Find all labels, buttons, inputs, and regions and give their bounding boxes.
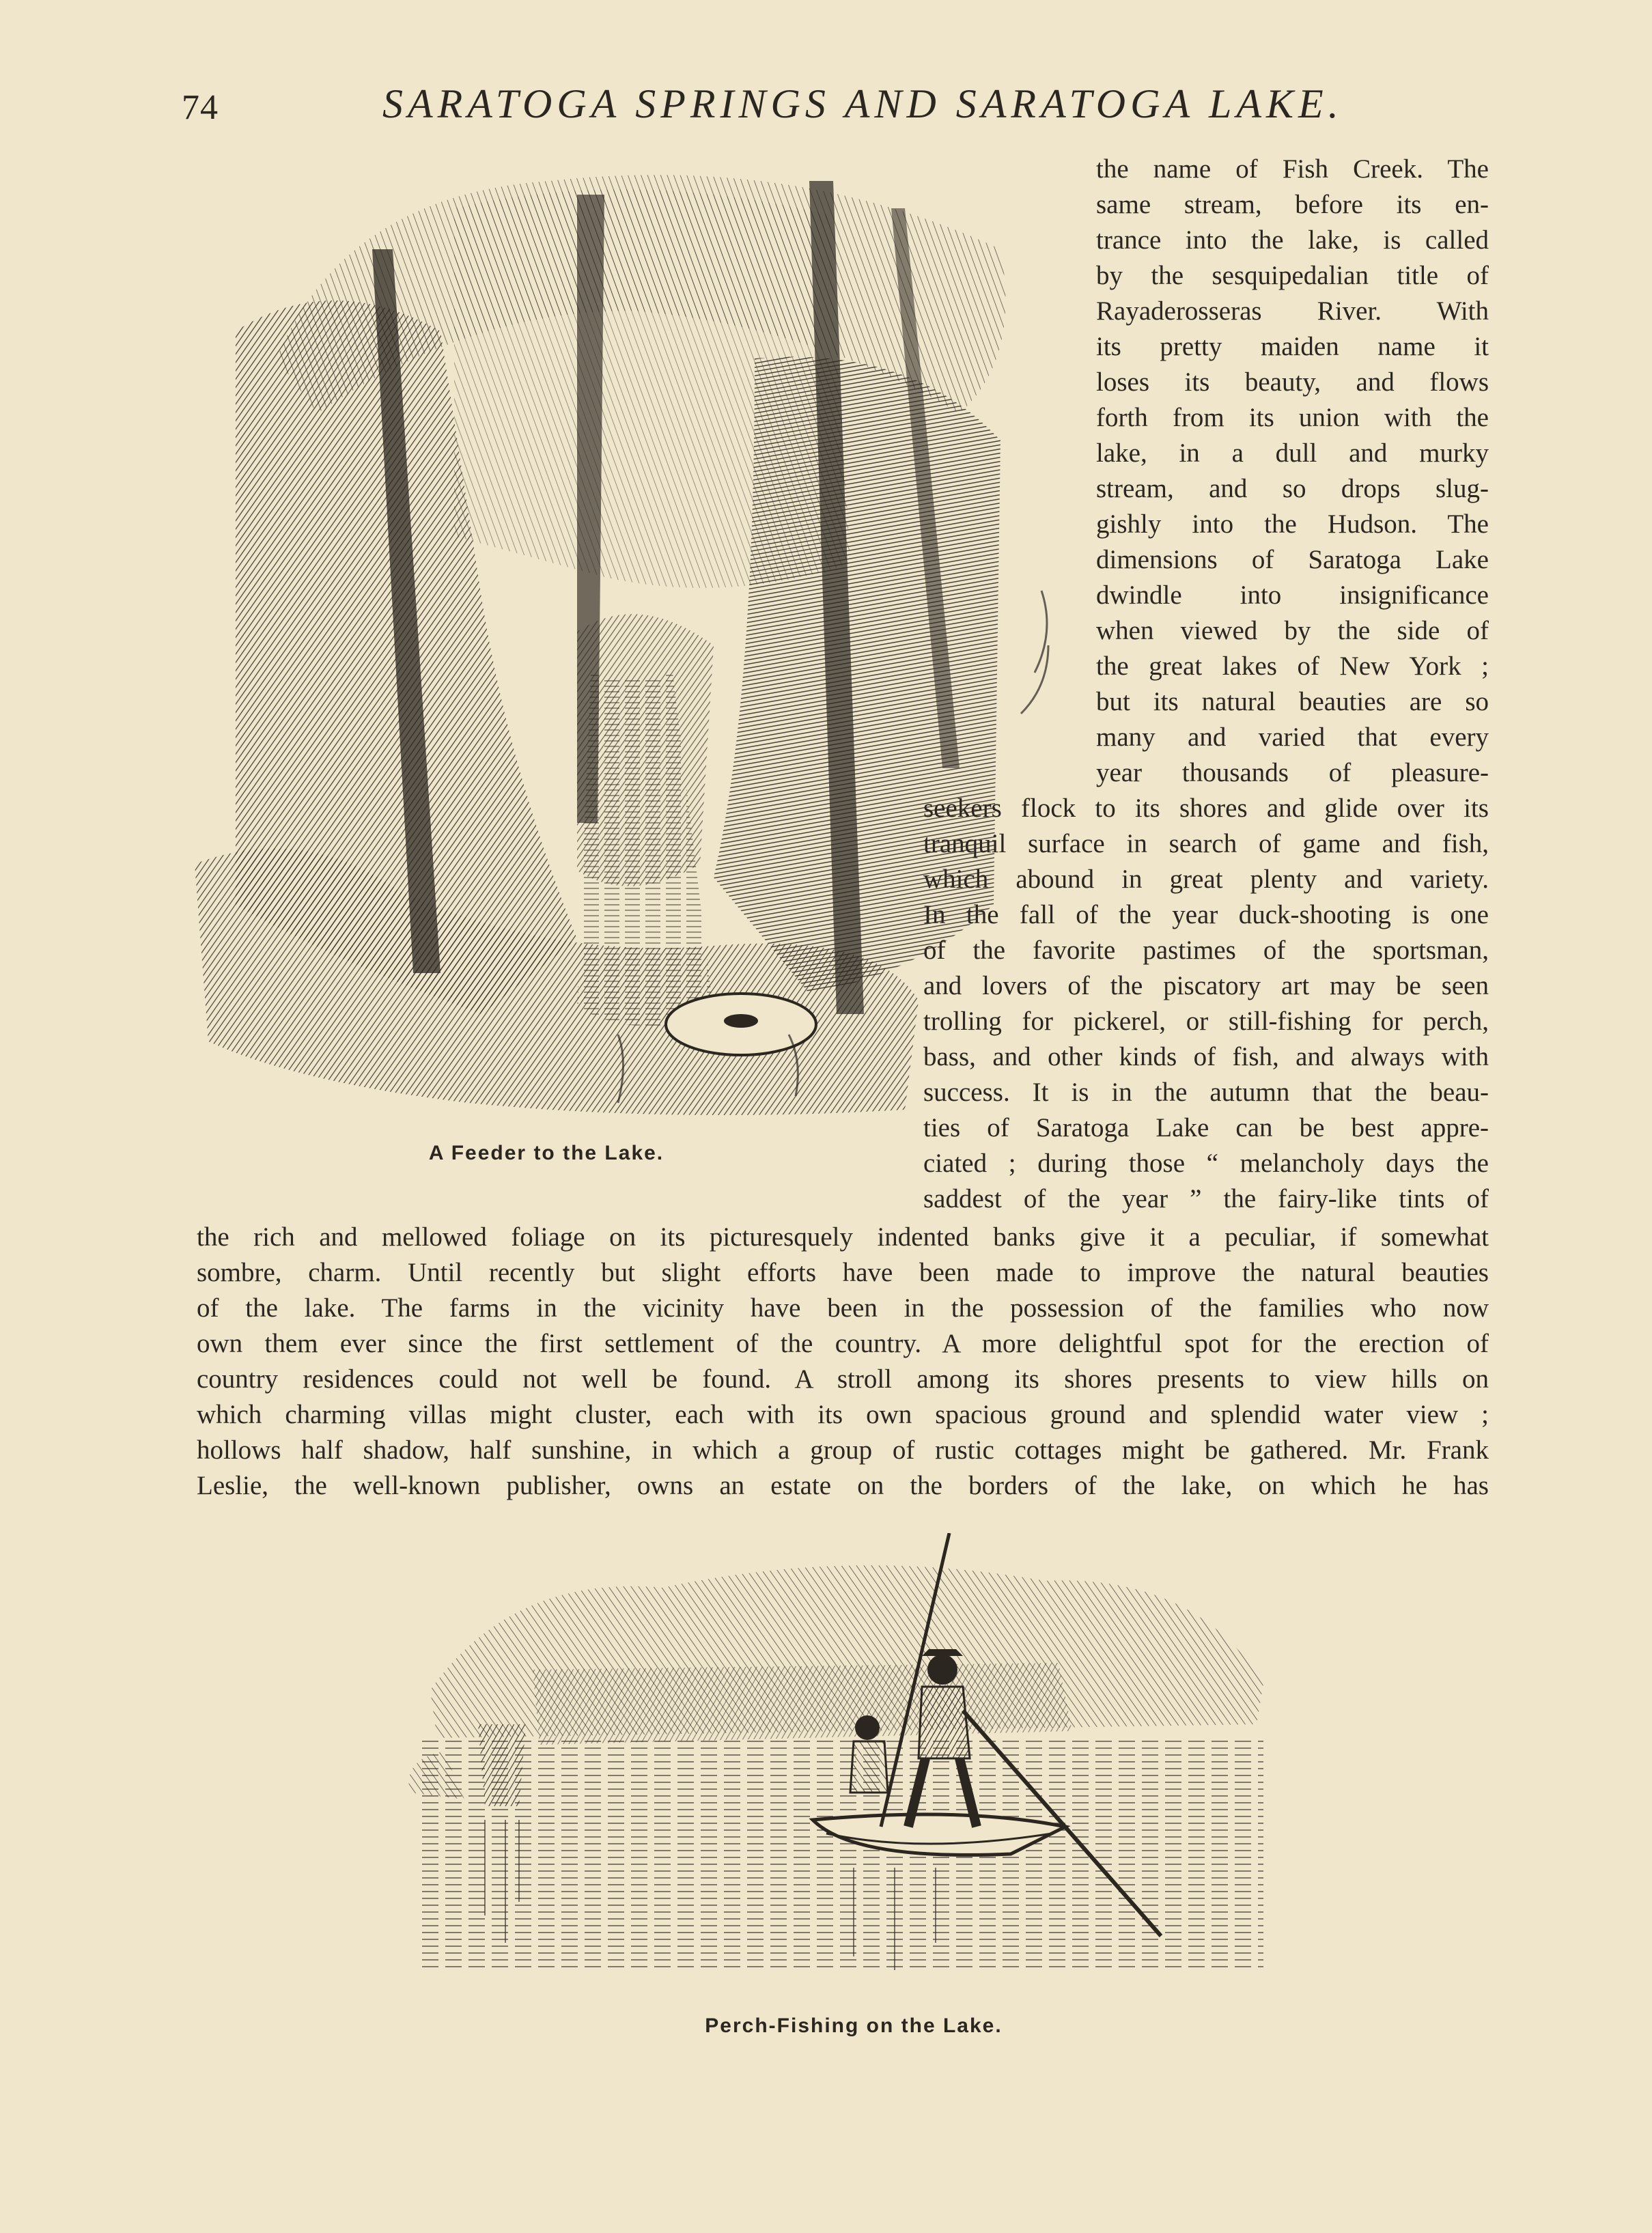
text-line: by the sesquipedalian title of [1096, 261, 1489, 290]
running-title: SARATOGA SPRINGS AND SARATOGA LAKE. [382, 81, 1343, 126]
text-line: bass, and other kinds of fish, and always with [923, 1042, 1489, 1071]
text-line: Rayaderosseras River. With [1096, 296, 1489, 326]
text-line: which abound in great plenty and variety. [923, 865, 1489, 894]
text-line: same stream, before its en- [1096, 190, 1489, 219]
text-line: of the favorite pastimes of the sportsman, [923, 936, 1489, 965]
text-line: forth from its union with the [1096, 403, 1489, 432]
perch-caption: Perch-Fishing on the Lake. [705, 2014, 1003, 2037]
text-line: country residences could not well be found. A stroll among its shores presents to view hills on [197, 1364, 1489, 1394]
text-line: trolling for pickerel, or still-fishing for perch, [923, 1007, 1489, 1036]
feeder-caption: A Feeder to the Lake. [428, 1142, 664, 1164]
text-line: tranquil surface in search of game and fish, [923, 829, 1489, 858]
text-line: success. It is in the autumn that the beau- [923, 1078, 1489, 1107]
text-line: the name of Fish Creek. The [1096, 154, 1489, 184]
text-line: seekers flock to its shores and glide over its [923, 794, 1489, 823]
text-line: Leslie, the well-known publisher, owns an estate on the borders of the lake, on which he has [197, 1471, 1489, 1500]
text-line: ties of Saratoga Lake can be best appre- [923, 1113, 1489, 1142]
text-line: own them ever since the first settlement of the country. A more delightful spot for the erection of [197, 1329, 1489, 1358]
text-line: hollows half shadow, half sunshine, in which a group of rustic cottages might be gathered. Mr. Frank [197, 1435, 1489, 1465]
text-line: which charming villas might cluster, each with its own spacious ground and splendid water view ; [197, 1400, 1489, 1429]
text-line: dimensions of Saratoga Lake [1096, 545, 1489, 574]
text-line: of the lake. The farms in the vicinity have been in the possession of the families who now [197, 1293, 1489, 1323]
text-line: and lovers of the piscatory art may be seen [923, 971, 1489, 1000]
text-line: ciated ; during those “ melancholy days the [923, 1149, 1489, 1178]
text-line: saddest of the year ” the fairy-like tints of [923, 1184, 1489, 1213]
text-line: year thousands of pleasure- [1096, 758, 1489, 787]
text-line: lake, in a dull and murky [1096, 438, 1489, 468]
text-line: In the fall of the year duck-shooting is one [923, 900, 1489, 929]
text-line: the great lakes of New York ; [1096, 651, 1489, 681]
perch-fishing-engraving [376, 1533, 1298, 1984]
text-line: dwindle into insignificance [1096, 580, 1489, 610]
text-line: its pretty maiden name it [1096, 332, 1489, 361]
text-line: sombre, charm. Until recently but slight efforts have been made to improve the natural beauties [197, 1258, 1489, 1287]
text-line: gishly into the Hudson. The [1096, 509, 1489, 539]
text-line: when viewed by the side of [1096, 616, 1489, 645]
text-line: but its natural beauties are so [1096, 687, 1489, 716]
text-line: many and varied that every [1096, 722, 1489, 752]
page-number: 74 [182, 88, 219, 127]
text-line: loses its beauty, and flows [1096, 367, 1489, 397]
text-line: trance into the lake, is called [1096, 225, 1489, 255]
text-line: stream, and so drops slug- [1096, 474, 1489, 503]
text-line: the rich and mellowed foliage on its picturesquely indented banks give it a peculiar, if somewhat [197, 1222, 1489, 1252]
